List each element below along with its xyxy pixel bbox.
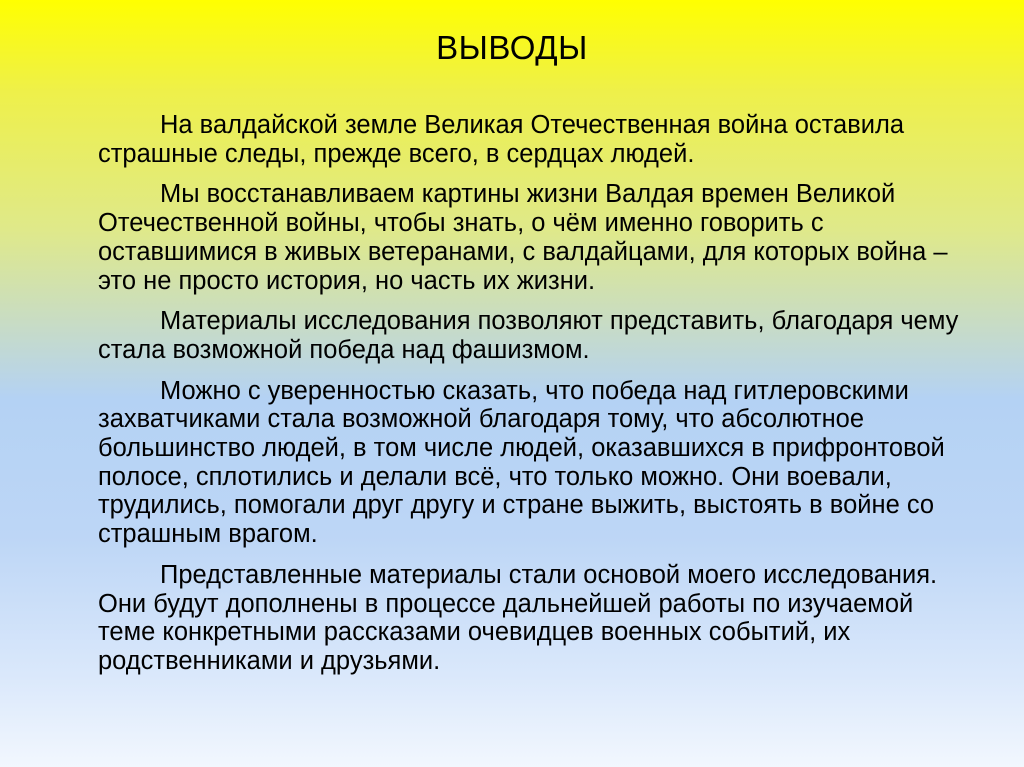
paragraph-3: Материалы исследования позволяют представить, благодаря чему стала возможной победа над фашизмом. — [98, 307, 959, 364]
paragraph-4: Можно с уверенностью сказать, что победа над гитлеровскими захватчиками стала возможной благодаря тому, что абсолютное большинство людей, в том числе людей, оказавшихся в прифронтовой полосе, сплотились и делали всё, что только можно. Они воевали, трудились, помогали друг другу и стране выжить, выстоять в войне со страшным врагом. — [98, 376, 945, 549]
slide-title: ВЫВОДЫ — [436, 29, 588, 66]
paragraph-1: На валдайской земле Великая Отечественная война оставила страшные следы, прежде всего, в сердцах людей. — [98, 111, 905, 168]
paragraph-5: Представленные материалы стали основой моего исследования. Они будут дополнены в процессе дальнейшей работы по изучаемой теме конкретными рассказами очевидцев военных событий, их родственниками и друзьями. — [98, 560, 938, 675]
slide-body — [98, 111, 968, 688]
paragraph-2: Мы восстанавливаем картины жизни Валдая времен Великой Отечественной войны, чтобы знать, о чём именно говорить с оставшимися в живых ветеранами, с валдайцами, для которых война – это не просто история, но часть их жизни. — [98, 180, 948, 295]
